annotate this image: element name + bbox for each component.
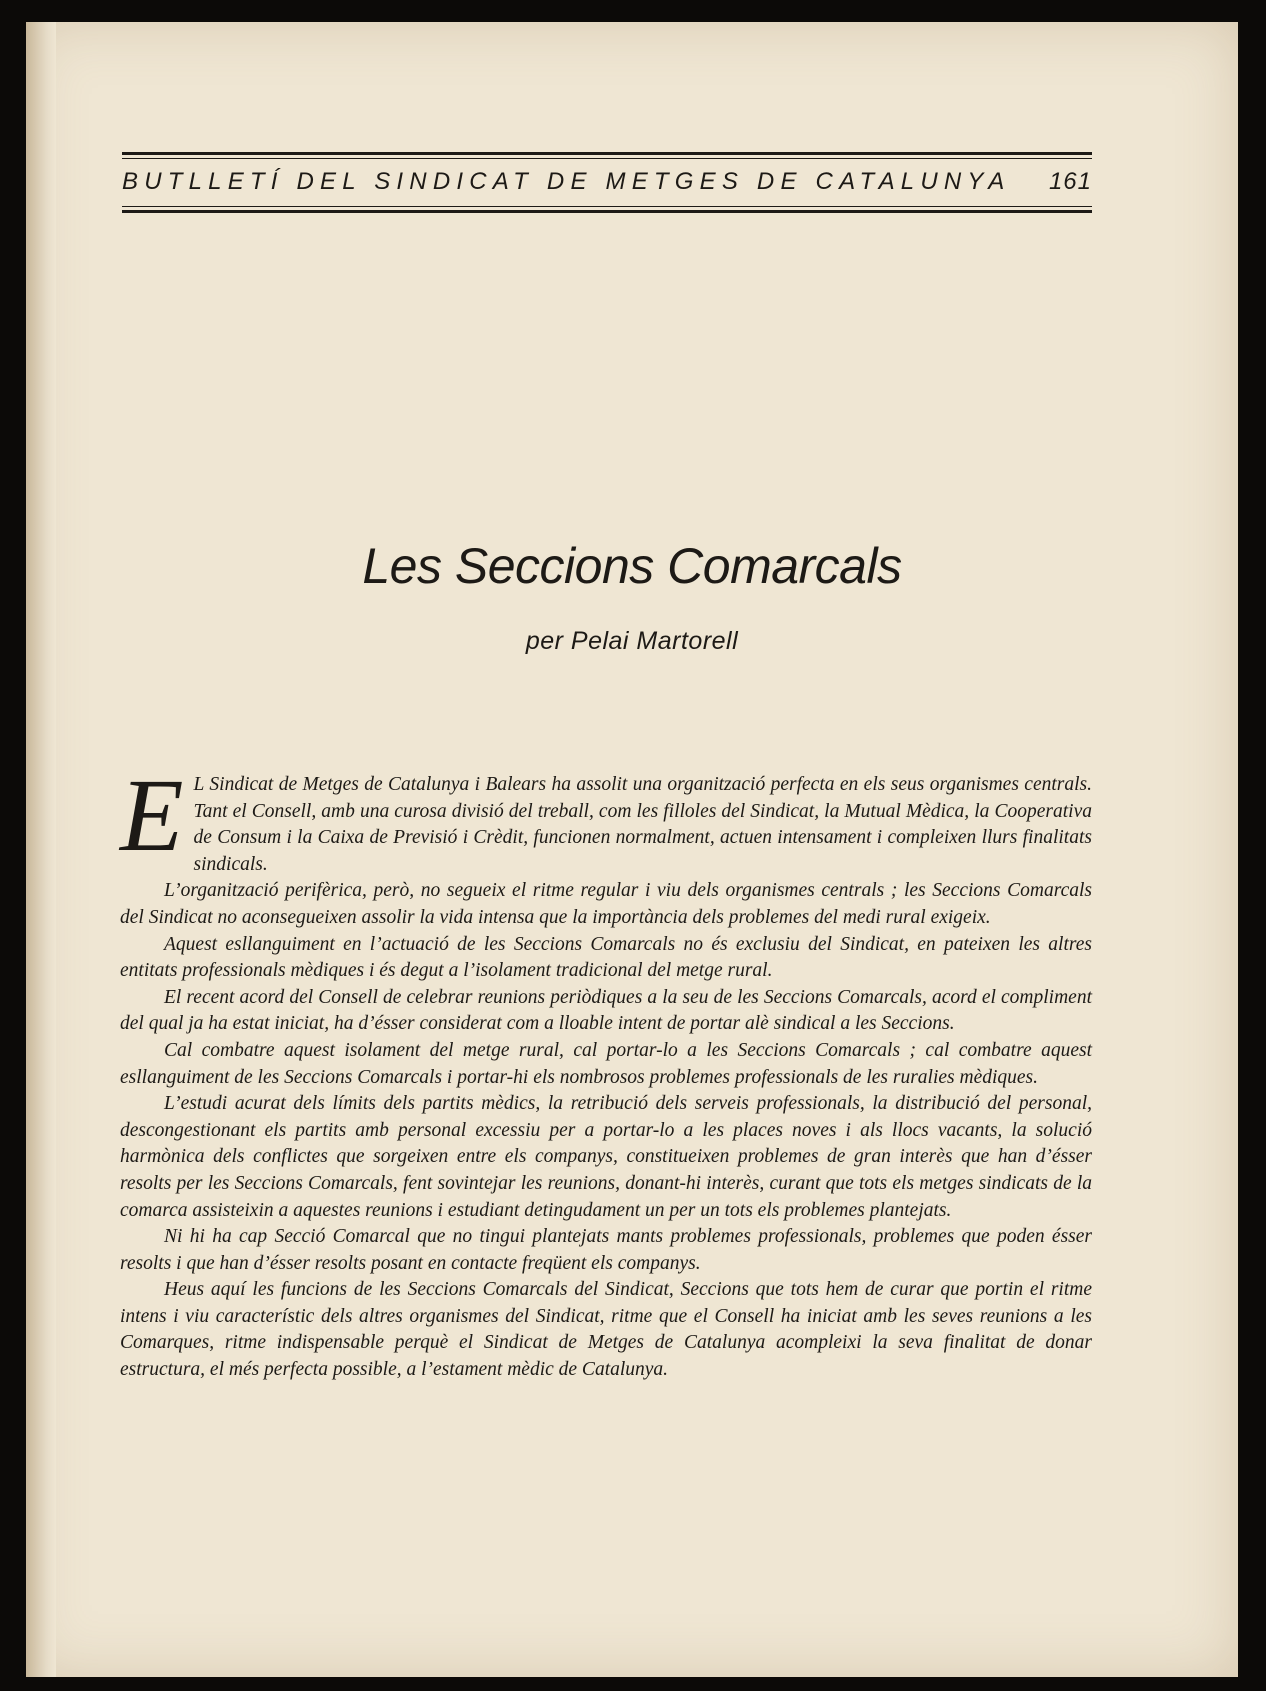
paragraph-5: Cal combatre aquest isolament del metge rural, cal portar-lo a les Seccions Comarcals ; cal combatre aquest esllanguiment de les Seccions Comarcals i portar-hi els nombrosos problemes professionals de les ruralies mèdiques.: [120, 1039, 1092, 1088]
running-title: BUTLLETÍ DEL SINDICAT DE METGES DE CATALUNYA: [122, 168, 1011, 195]
page-spine-shadow: [26, 22, 56, 1677]
paragraph-7: Ni hi ha cap Secció Comarcal que no tingui plantejats mants problemes professionals, problemes que poden ésser resolts i que han d’ésser resolts posant en contacte freqüent els companys.: [120, 1226, 1092, 1274]
article-title: Les Seccions Comarcals: [362, 538, 902, 594]
paragraph-text: L Sindicat de Metges de Catalunya i Balears ha assolit una organització perfecta en els seus organismes centrals. Tant el Consell, amb una curosa divisió del treball, com les filloles del Sindicat, la Mutual Mèdica, la Cooperativa de Consum i la Caixa de Previsió i Crèdit, funcionen normalment, actuen intensament i compleixen llurs finalitats sindicals.: [193, 774, 1092, 875]
paragraph-6: L’estudi acurat dels límits dels partits mèdics, la retribució dels serveis professionals, la distribució del personal, descongestionant els partits amb personal excessiu per a portar-lo a les places noves i als llocs vacants, la solució harmònica dels conflictes que sorgeixen entre els companys, constitueixen problemes de gran interès que han d’ésser resolts per les Seccions Comarcals, fent sovintejar les reunions, donant-hi interès, curant que tots els metges sindicats de la comarca assisteixin a aquestes reunions i estudiant detingudament un per un tots els problemes plantejats.: [120, 1093, 1092, 1221]
page-number: 161: [1048, 168, 1092, 195]
article-body: [120, 758, 1092, 1384]
running-header-text: [122, 159, 1092, 203]
article-byline: per Pelai Martorell: [525, 627, 739, 655]
header-top-rule: [122, 152, 1092, 155]
paragraph-4: El recent acord del Consell de celebrar reunions periòdiques a la seu de les Seccions Comarcals, acord el compliment del qual ja ha estat iniciat, ha d’ésser considerat com a lloable intent de portar alè sindical a les Seccions.: [120, 986, 1092, 1035]
journal-page: [26, 22, 1238, 1677]
drop-cap: E: [120, 758, 184, 873]
header-bottom-thin-rule: [122, 206, 1092, 207]
paragraph-1: [120, 758, 1092, 878]
paragraph-3: Aquest esllanguiment en l’actuació de les Seccions Comarcals no és exclusiu del Sindicat, en pateixen les altres entitats professionals mèdiques i és degut a l’isolament tradicional del metge rural.: [120, 933, 1092, 982]
header-bottom-rule: [122, 210, 1092, 213]
paragraph-8: Heus aquí les funcions de les Seccions Comarcals del Sindicat, Seccions que tots hem de curar que portin el ritme intens i viu característic dels altres organismes del Sindicat, ritme que el Consell ha iniciat amb les seves reunions a les Comarques, ritme indispensable perquè el Sindicat de Metges de Catalunya acompleixi la seva finalitat de donar estructura, el més perfecta possible, a l’estament mèdic de Catalunya.: [120, 1279, 1092, 1381]
paragraph-2: L’organització perifèrica, però, no segueix el ritme regular i viu dels organismes centrals ; les Seccions Comarcals del Sindicat no aconsegueixen assolir la vida intensa que la importància dels problemes del medi rural exigeix.: [120, 880, 1092, 928]
running-header: [122, 152, 1092, 213]
